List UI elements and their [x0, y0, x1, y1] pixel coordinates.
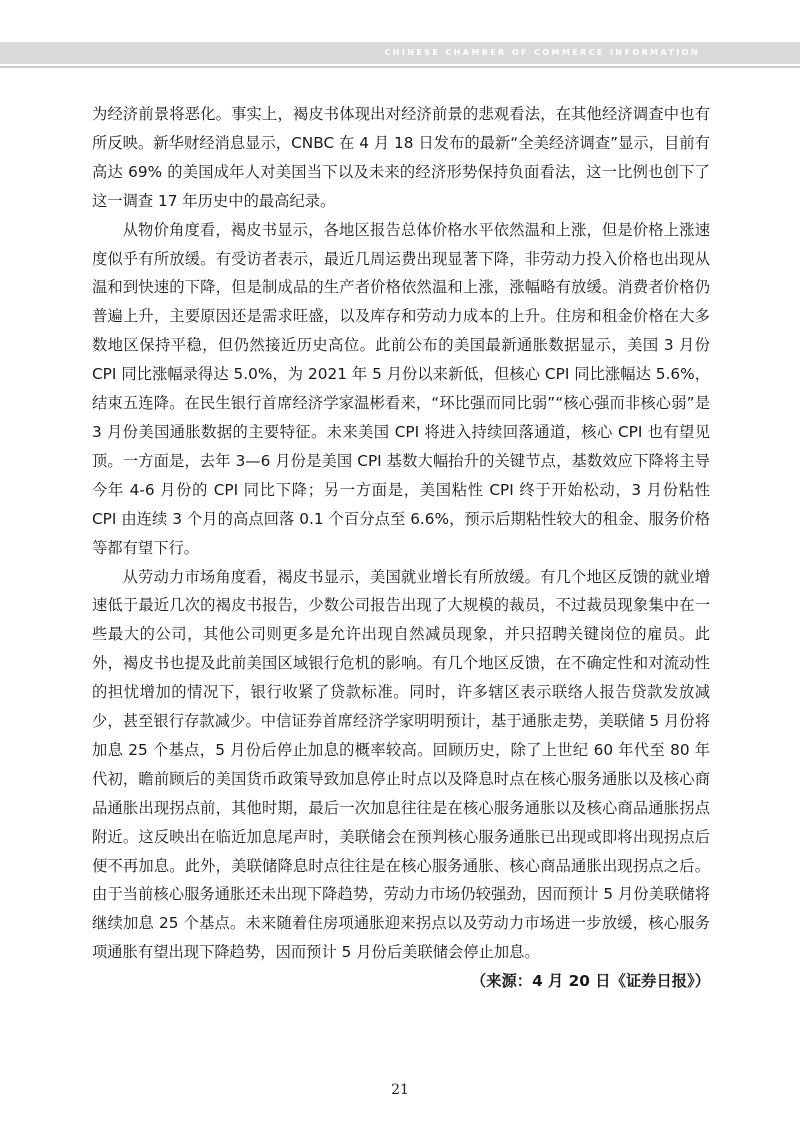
paragraph-labor-market: 从劳动力市场角度看，褐皮书显示，美国就业增长有所放缓。有几个地区反馈的就业增速低于最近几次的褐皮书报告，少数公司报告出现了大规模的裁员，不过裁员现象集中在一些最大的公司，其他公司则更多是允许出现自然减员现象，并只招聘关键岗位的雇员。此外，褐皮书也提及此前美国区域银行危机的影响。有几个地区反馈，在不确定性和对流动性的担忧增加的情况下，银行收紧了贷款标准。同时，许多辖区表示联络人报告贷款发放减少，甚至银行存款减少。中信证券首席经济学家明明预计，基于通胀走势，美联储 5 月份将加息 25 个基点，5 月份后停止加息的概率较高。回顾历史，除了上世纪 60 年代至 80 年代初，瞻前顾后的美国货币政策导致加息停止时点以及降息时点在核心服务通胀以及核心商品通胀出现拐点前，其他时期，最后一次加息往往是在核心服务通胀以及核心商品通胀拐点附近。这反映出在临近加息尾声时，美联储会在预判核心服务通胀已出现或即将出现拐点后便不再加息。此外，美联储降息时点往往是在核心服务通胀、核心商品通胀出现拐点之后。由于当前核心服务通胀还未出现下降趋势，劳动力市场仍较强劲，因而预计 5 月份美联储将继续加息 25 个基点。未来随着住房项通胀迎来拐点以及劳动力市场进一步放缓，核心服务项通胀有望出现下降趋势，因而预计 5 月份后美联储会停止加息。	[92, 567, 710, 962]
header-rule	[0, 66, 800, 68]
source-citation: （来源：4 月 20 日《证券日报》）	[470, 972, 710, 991]
page-number: 21	[391, 1082, 409, 1098]
article-body	[92, 100, 710, 996]
running-title: CHINESE CHAMBER OF COMMERCE INFORMATION	[384, 48, 700, 57]
paragraph-continuation: 为经济前景将恶化。事实上，褐皮书体现出对经济前景的悲观看法，在其他经济调查中也有所反映。新华财经消息显示，CNBC 在 4 月 18 日发布的最新“全美经济调查”显示，目前有高达 69% 的美国成年人对美国当下以及未来的经济形势保持负面看法，这一比例也创下了这一调查 17 年历史中的最高纪录。	[92, 105, 710, 210]
paragraph-prices: 从物价角度看，褐皮书显示，各地区报告总体价格水平依然温和上涨，但是价格上涨速度似乎有所放缓。有受访者表示，最近几周运费出现显著下降，非劳动力投入价格也出现从温和到快速的下降，但是制成品的生产者价格依然温和上涨，涨幅略有放缓。消费者价格仍普遍上升，主要原因还是需求旺盛，以及库存和劳动力成本的上升。住房和租金价格在大多数地区保持平稳，但仍然接近历史高位。此前公布的美国最新通胀数据显示，美国 3 月份 CPI 同比涨幅录得达 5.0%，为 2021 年 5 月份以来新低，但核心 CPI 同比涨幅达 5.6%，结束五连降。在民生银行首席经济学家温彬看来，“环比强而同比弱”“核心强而非核心弱”是 3 月份美国通胀数据的主要特征。未来美国 CPI 将进入持续回落通道，核心 CPI 也有望见顶。一方面是，去年 3—6 月份是美国 CPI 基数大幅抬升的关键节点，基数效应下降将主导今年 4-6 月份的 CPI 同比下降；另一方面是，美国粘性 CPI 终于开始松动，3 月份粘性 CPI 由连续 3 个月的高点回落 0.1 个百分点至 6.6%，预示后期粘性较大的租金、服务价格等都有望下行。	[92, 220, 710, 557]
header-band	[0, 42, 800, 64]
